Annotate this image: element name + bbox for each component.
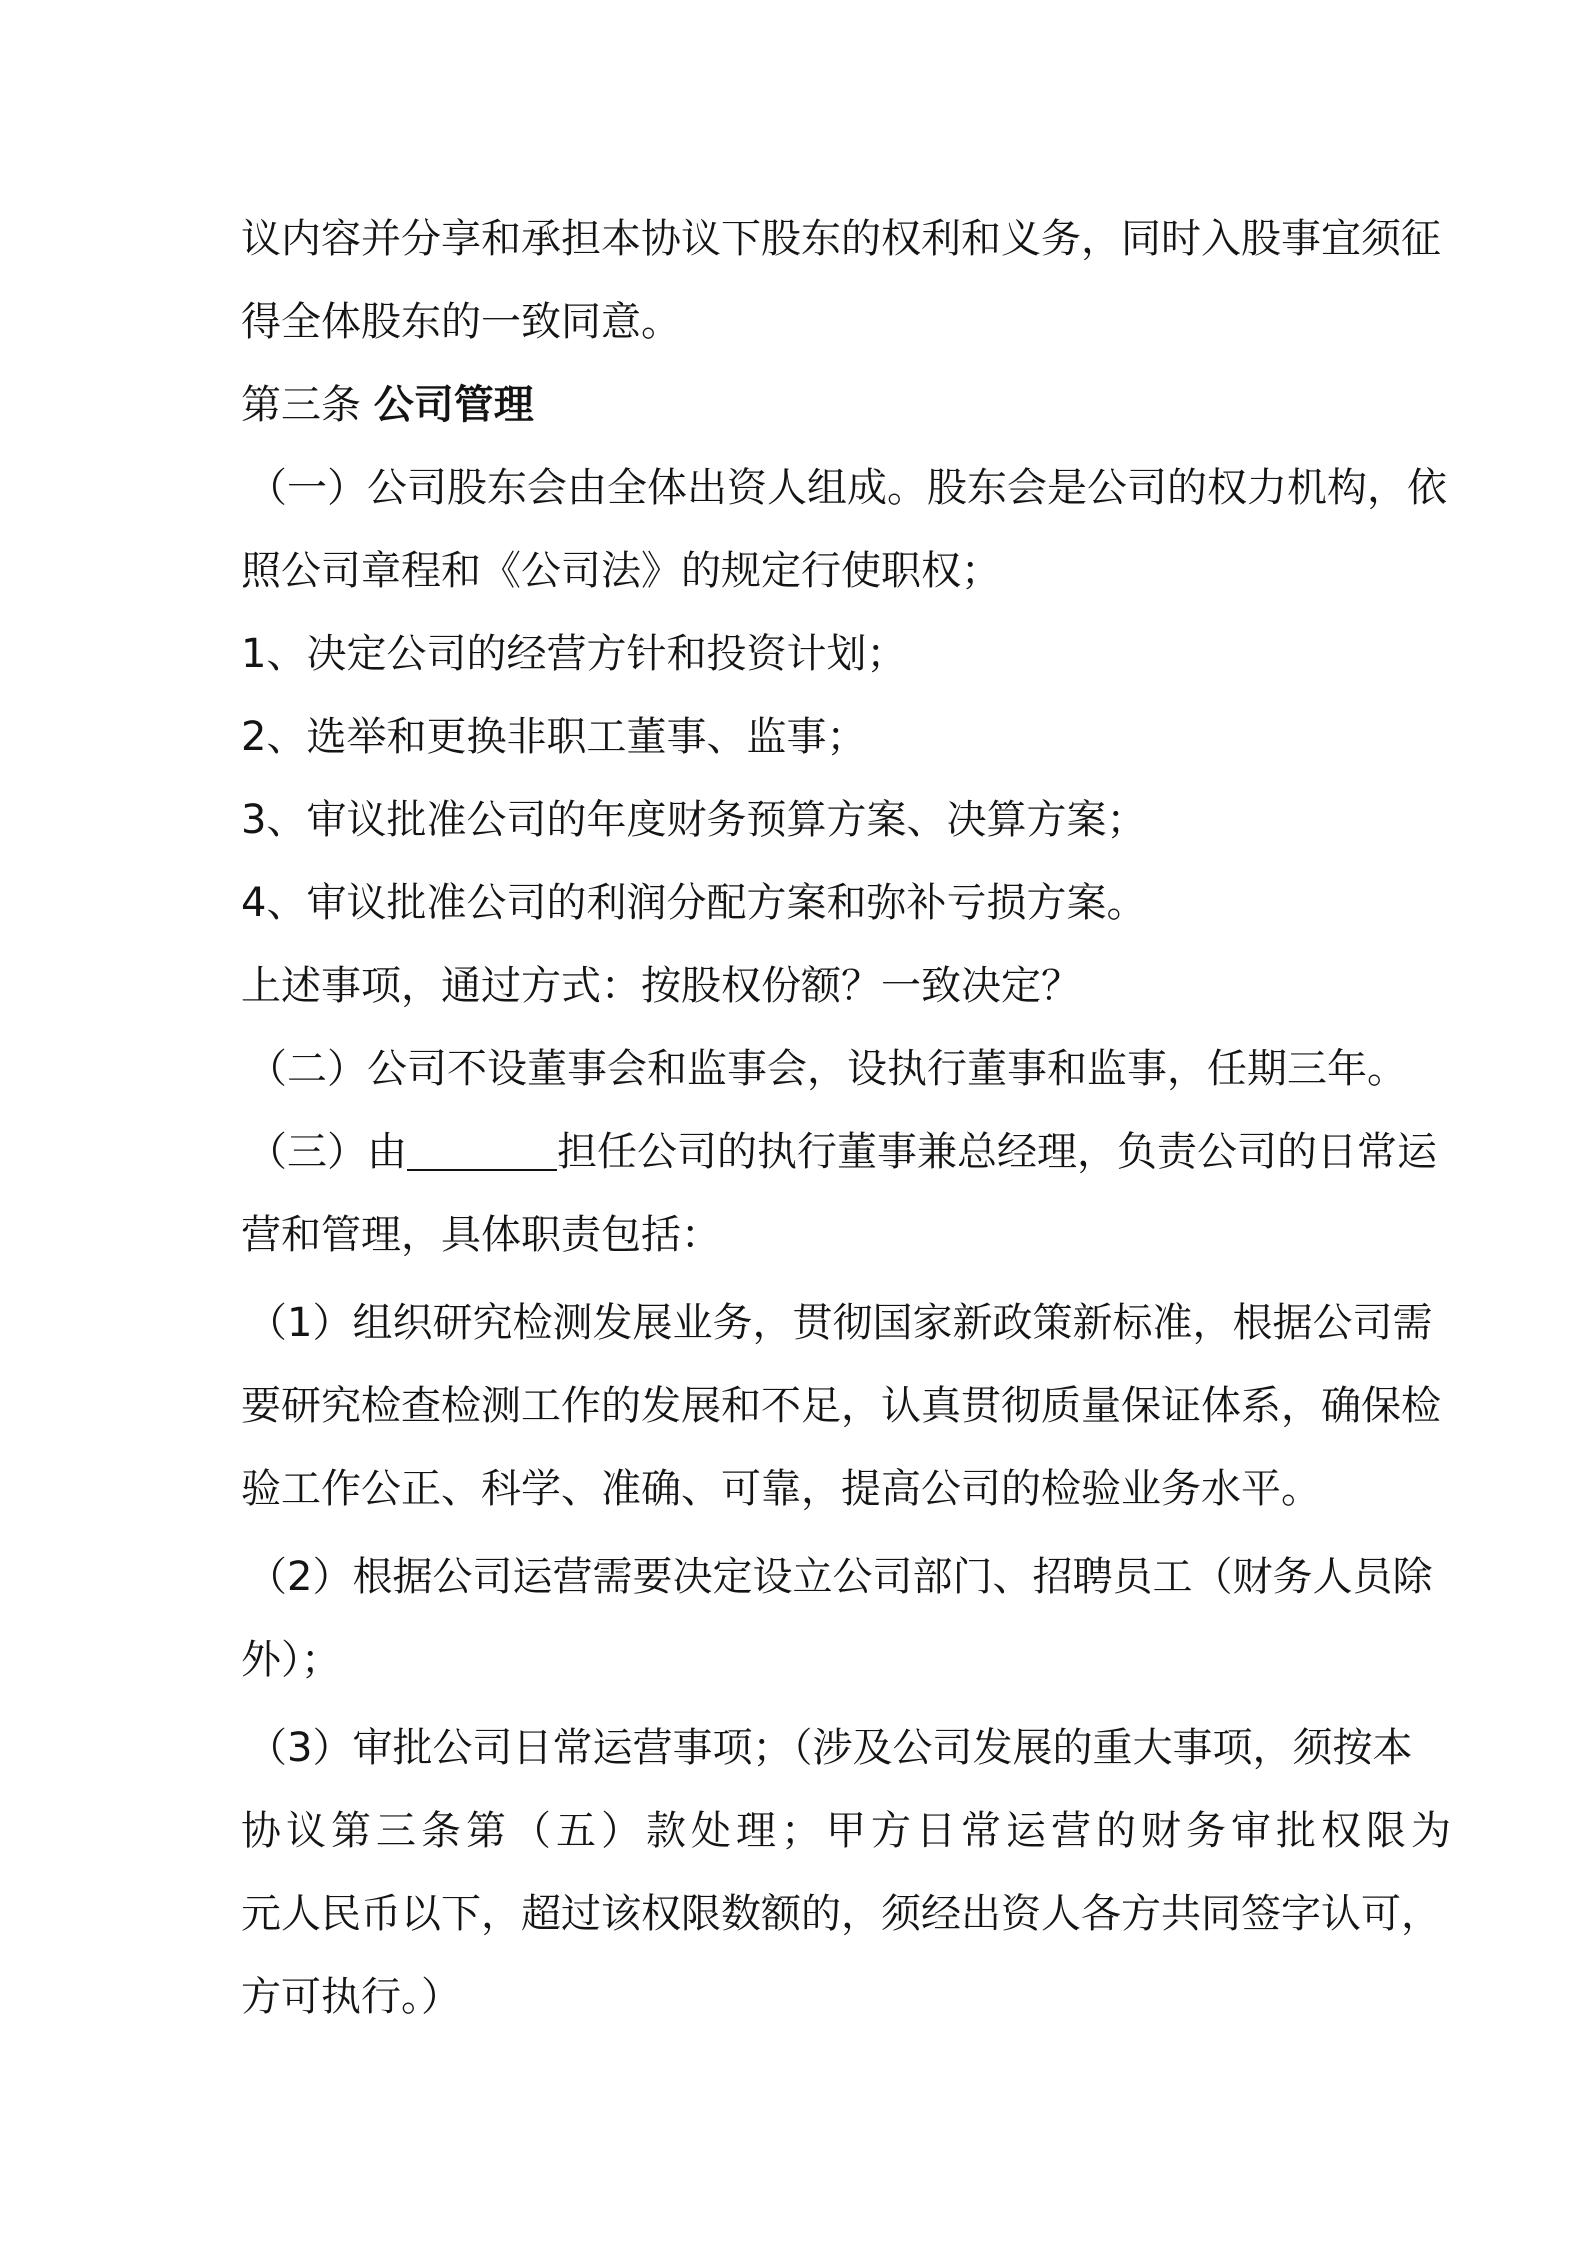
text-line: 得全体股东的一致同意。 xyxy=(241,299,681,345)
text-segment: （三）由 xyxy=(247,1129,407,1175)
text-line: 协议第三条第（五）款处理；甲方日常运营的财务审批权限为 xyxy=(241,1808,1456,1854)
article-title: 公司管理 xyxy=(373,382,534,428)
text-line: 要研究检查检测工作的发展和不足，认真贯彻质量保证体系，确保检 xyxy=(241,1383,1441,1429)
text-line: 照公司章程和《公司法》的规定行使职权； xyxy=(241,548,1001,594)
text-segment: 担任公司的执行董事兼总经理，负责公司的日常运 xyxy=(557,1129,1437,1175)
text-line: 元人民币以下，超过该权限数额的，须经出资人各方共同签字认可， xyxy=(241,1891,1441,1937)
text-line: （3）审批公司日常运营事项；（涉及公司发展的重大事项，须按本 xyxy=(247,1725,1413,1771)
text-line: 营和管理，具体职责包括： xyxy=(241,1212,721,1258)
text-line: （1）组织研究检测发展业务，贯彻国家新政策新标准，根据公司需 xyxy=(247,1300,1433,1346)
list-item: 3、审议批准公司的年度财务预算方案、决算方案； xyxy=(241,797,1147,843)
article-number: 第三条 xyxy=(241,382,361,428)
text-line: 外）； xyxy=(241,1637,341,1683)
list-item: 2、选举和更换非职工董事、监事； xyxy=(241,714,867,760)
article-heading xyxy=(241,377,1351,433)
text-line: （一）公司股东会由全体出资人组成。股东会是公司的权力机构，依 xyxy=(247,465,1447,511)
text-line: 方可执行。） xyxy=(241,1974,461,2020)
text-line: 议内容并分享和承担本协议下股东的权利和义务，同时入股事宜须征 xyxy=(241,216,1441,262)
list-item: 4、审议批准公司的利润分配方案和弥补亏损方案。 xyxy=(241,880,1147,926)
text-line: （2）根据公司运营需要决定设立公司部门、招聘员工（财务人员除 xyxy=(247,1554,1433,1600)
text-line: （二）公司不设董事会和监事会，设执行董事和监事，任期三年。 xyxy=(247,1046,1407,1092)
list-item: 1、决定公司的经营方针和投资计划； xyxy=(241,631,907,677)
text-line-with-blank xyxy=(247,1124,1437,1180)
text-line: 上述事项，通过方式：按股权份额？一致决定？ xyxy=(241,963,1081,1009)
fill-in-blank[interactable] xyxy=(407,1129,557,1171)
text-line: 验工作公正、科学、准确、可靠，提高公司的检验业务水平。 xyxy=(241,1466,1321,1512)
